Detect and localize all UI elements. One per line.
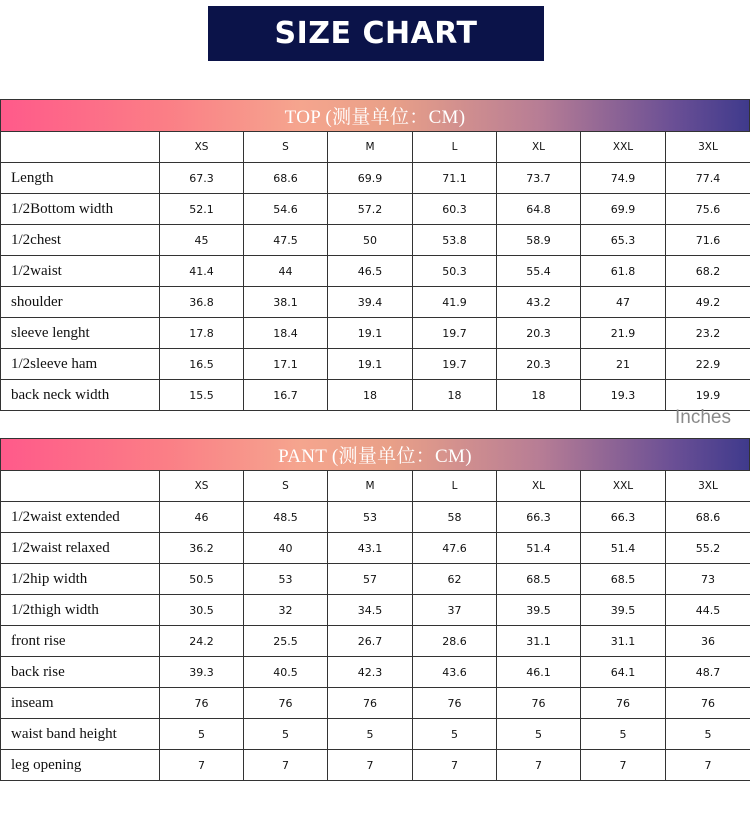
measurement-value: 23.2 — [666, 318, 750, 349]
table-row — [1, 380, 750, 411]
measurement-value: 55.4 — [497, 256, 581, 287]
table-row — [1, 719, 750, 750]
measurement-value: 34.5 — [328, 595, 413, 626]
measurement-value: 5 — [581, 719, 666, 750]
measurement-value: 39.4 — [328, 287, 413, 318]
measurement-value: 7 — [581, 750, 666, 781]
measurement-value: 19.7 — [413, 349, 497, 380]
measurement-value: 67.3 — [160, 163, 244, 194]
measurement-value: 7 — [160, 750, 244, 781]
size-header: 3XL — [666, 132, 750, 163]
measurement-value: 15.5 — [160, 380, 244, 411]
table-row — [1, 533, 750, 564]
table-row — [1, 318, 750, 349]
measurement-label: 1/2Bottom width — [1, 194, 160, 225]
measurement-value: 7 — [497, 750, 581, 781]
measurement-value: 16.5 — [160, 349, 244, 380]
measurement-value: 50 — [328, 225, 413, 256]
measurement-value: 16.7 — [244, 380, 328, 411]
measurement-value: 54.6 — [244, 194, 328, 225]
measurement-value: 76 — [581, 688, 666, 719]
size-chart-title: SIZE CHART — [208, 6, 544, 61]
size-header: XS — [160, 132, 244, 163]
size-header: S — [244, 132, 328, 163]
measurement-label: 1/2chest — [1, 225, 160, 256]
measurement-value: 24.2 — [160, 626, 244, 657]
measurement-value: 20.3 — [497, 318, 581, 349]
measurement-value: 5 — [244, 719, 328, 750]
table-row — [1, 163, 750, 194]
measurement-value: 52.1 — [160, 194, 244, 225]
measurement-value: 47.5 — [244, 225, 328, 256]
size-header: XS — [160, 471, 244, 502]
measurement-value: 31.1 — [581, 626, 666, 657]
measurement-label: front rise — [1, 626, 160, 657]
measurement-value: 36.2 — [160, 533, 244, 564]
table-row — [1, 595, 750, 626]
measurement-value: 19.1 — [328, 349, 413, 380]
measurement-value: 49.2 — [666, 287, 750, 318]
measurement-value: 5 — [328, 719, 413, 750]
measurement-label: 1/2hip width — [1, 564, 160, 595]
measurement-value: 66.3 — [581, 502, 666, 533]
measurement-label: Length — [1, 163, 160, 194]
measurement-value: 74.9 — [581, 163, 666, 194]
measurement-value: 21 — [581, 349, 666, 380]
measurement-value: 51.4 — [581, 533, 666, 564]
measurement-value: 48.5 — [244, 502, 328, 533]
measurement-value: 73 — [666, 564, 750, 595]
size-header: XXL — [581, 132, 666, 163]
pant-table-body — [1, 471, 750, 781]
measurement-value: 26.7 — [328, 626, 413, 657]
measurement-value: 46 — [160, 502, 244, 533]
measurement-value: 44.5 — [666, 595, 750, 626]
measurement-value: 46.1 — [497, 657, 581, 688]
measurement-value: 39.5 — [497, 595, 581, 626]
table-row — [1, 256, 750, 287]
measurement-value: 41.9 — [413, 287, 497, 318]
measurement-value: 7 — [244, 750, 328, 781]
size-header: M — [328, 471, 413, 502]
measurement-value: 53.8 — [413, 225, 497, 256]
corner-cell — [1, 132, 160, 163]
measurement-value: 18 — [328, 380, 413, 411]
measurement-value: 76 — [244, 688, 328, 719]
measurement-label: 1/2thigh width — [1, 595, 160, 626]
measurement-value: 39.5 — [581, 595, 666, 626]
measurement-value: 36 — [666, 626, 750, 657]
measurement-value: 36.8 — [160, 287, 244, 318]
measurement-value: 76 — [413, 688, 497, 719]
measurement-value: 40 — [244, 533, 328, 564]
measurement-value: 18 — [413, 380, 497, 411]
pant-size-section — [0, 438, 750, 781]
measurement-value: 68.5 — [497, 564, 581, 595]
measurement-value: 37 — [413, 595, 497, 626]
measurement-value: 19.7 — [413, 318, 497, 349]
top-section-header: TOP (测量单位：CM) — [0, 99, 750, 131]
measurement-value: 5 — [413, 719, 497, 750]
measurement-value: 32 — [244, 595, 328, 626]
measurement-value: 64.1 — [581, 657, 666, 688]
pant-size-table — [0, 470, 750, 781]
pant-section-header: PANT (测量单位：CM) — [0, 438, 750, 470]
measurement-value: 38.1 — [244, 287, 328, 318]
measurement-value: 42.3 — [328, 657, 413, 688]
measurement-label: inseam — [1, 688, 160, 719]
measurement-value: 5 — [160, 719, 244, 750]
measurement-value: 44 — [244, 256, 328, 287]
measurement-value: 57 — [328, 564, 413, 595]
measurement-value: 53 — [244, 564, 328, 595]
measurement-value: 20.3 — [497, 349, 581, 380]
measurement-value: 47 — [581, 287, 666, 318]
measurement-label: 1/2sleeve ham — [1, 349, 160, 380]
measurement-value: 76 — [666, 688, 750, 719]
table-row — [1, 194, 750, 225]
measurement-value: 18.4 — [244, 318, 328, 349]
measurement-value: 41.4 — [160, 256, 244, 287]
measurement-value: 71.6 — [666, 225, 750, 256]
measurement-value: 43.6 — [413, 657, 497, 688]
measurement-value: 58 — [413, 502, 497, 533]
size-header: S — [244, 471, 328, 502]
measurement-value: 65.3 — [581, 225, 666, 256]
measurement-value: 61.8 — [581, 256, 666, 287]
measurement-value: 30.5 — [160, 595, 244, 626]
measurement-value: 55.2 — [666, 533, 750, 564]
table-row — [1, 225, 750, 256]
measurement-value: 43.1 — [328, 533, 413, 564]
measurement-value: 58.9 — [497, 225, 581, 256]
measurement-value: 25.5 — [244, 626, 328, 657]
size-header: 3XL — [666, 471, 750, 502]
measurement-value: 5 — [497, 719, 581, 750]
measurement-value: 31.1 — [497, 626, 581, 657]
size-header: XL — [497, 132, 581, 163]
measurement-value: 46.5 — [328, 256, 413, 287]
table-row — [1, 502, 750, 533]
measurement-label: leg opening — [1, 750, 160, 781]
measurement-label: waist band height — [1, 719, 160, 750]
measurement-value: 40.5 — [244, 657, 328, 688]
measurement-value: 76 — [160, 688, 244, 719]
measurement-label: 1/2waist — [1, 256, 160, 287]
measurement-value: 73.7 — [497, 163, 581, 194]
size-header: L — [413, 471, 497, 502]
measurement-value: 66.3 — [497, 502, 581, 533]
measurement-value: 17.8 — [160, 318, 244, 349]
measurement-value: 39.3 — [160, 657, 244, 688]
measurement-label: back rise — [1, 657, 160, 688]
size-header: L — [413, 132, 497, 163]
top-size-table — [0, 131, 750, 411]
measurement-value: 76 — [497, 688, 581, 719]
top-table-body — [1, 132, 750, 411]
measurement-label: 1/2waist relaxed — [1, 533, 160, 564]
measurement-value: 47.6 — [413, 533, 497, 564]
measurement-label: shoulder — [1, 287, 160, 318]
measurement-value: 76 — [328, 688, 413, 719]
table-row — [1, 750, 750, 781]
measurement-value: 28.6 — [413, 626, 497, 657]
measurement-value: 22.9 — [666, 349, 750, 380]
corner-cell — [1, 471, 160, 502]
measurement-value: 19.9 — [666, 380, 750, 411]
measurement-value: 57.2 — [328, 194, 413, 225]
size-header: XXL — [581, 471, 666, 502]
measurement-label: sleeve lenght — [1, 318, 160, 349]
measurement-value: 60.3 — [413, 194, 497, 225]
measurement-value: 62 — [413, 564, 497, 595]
measurement-value: 19.1 — [328, 318, 413, 349]
table-row — [1, 564, 750, 595]
measurement-value: 68.2 — [666, 256, 750, 287]
measurement-value: 21.9 — [581, 318, 666, 349]
table-row — [1, 688, 750, 719]
measurement-value: 75.6 — [666, 194, 750, 225]
measurement-value: 69.9 — [328, 163, 413, 194]
measurement-value: 69.9 — [581, 194, 666, 225]
measurement-value: 45 — [160, 225, 244, 256]
measurement-value: 64.8 — [497, 194, 581, 225]
size-header: M — [328, 132, 413, 163]
measurement-value: 7 — [328, 750, 413, 781]
measurement-value: 18 — [497, 380, 581, 411]
measurement-value: 43.2 — [497, 287, 581, 318]
measurement-value: 50.3 — [413, 256, 497, 287]
measurement-value: 68.6 — [666, 502, 750, 533]
table-row — [1, 657, 750, 688]
measurement-value: 68.6 — [244, 163, 328, 194]
measurement-value: 71.1 — [413, 163, 497, 194]
pant-size-header-row — [1, 471, 750, 502]
table-row — [1, 626, 750, 657]
measurement-value: 48.7 — [666, 657, 750, 688]
measurement-value: 7 — [413, 750, 497, 781]
measurement-value: 5 — [666, 719, 750, 750]
measurement-value: 17.1 — [244, 349, 328, 380]
measurement-value: 53 — [328, 502, 413, 533]
measurement-value: 7 — [666, 750, 750, 781]
measurement-value: 19.3 — [581, 380, 666, 411]
measurement-value: 50.5 — [160, 564, 244, 595]
top-size-section — [0, 99, 750, 411]
measurement-value: 68.5 — [581, 564, 666, 595]
size-header: XL — [497, 471, 581, 502]
measurement-value: 77.4 — [666, 163, 750, 194]
measurement-value: 51.4 — [497, 533, 581, 564]
top-size-header-row — [1, 132, 750, 163]
table-row — [1, 287, 750, 318]
unit-note: Inches — [675, 407, 731, 428]
table-row — [1, 349, 750, 380]
measurement-label: back neck width — [1, 380, 160, 411]
measurement-label: 1/2waist extended — [1, 502, 160, 533]
